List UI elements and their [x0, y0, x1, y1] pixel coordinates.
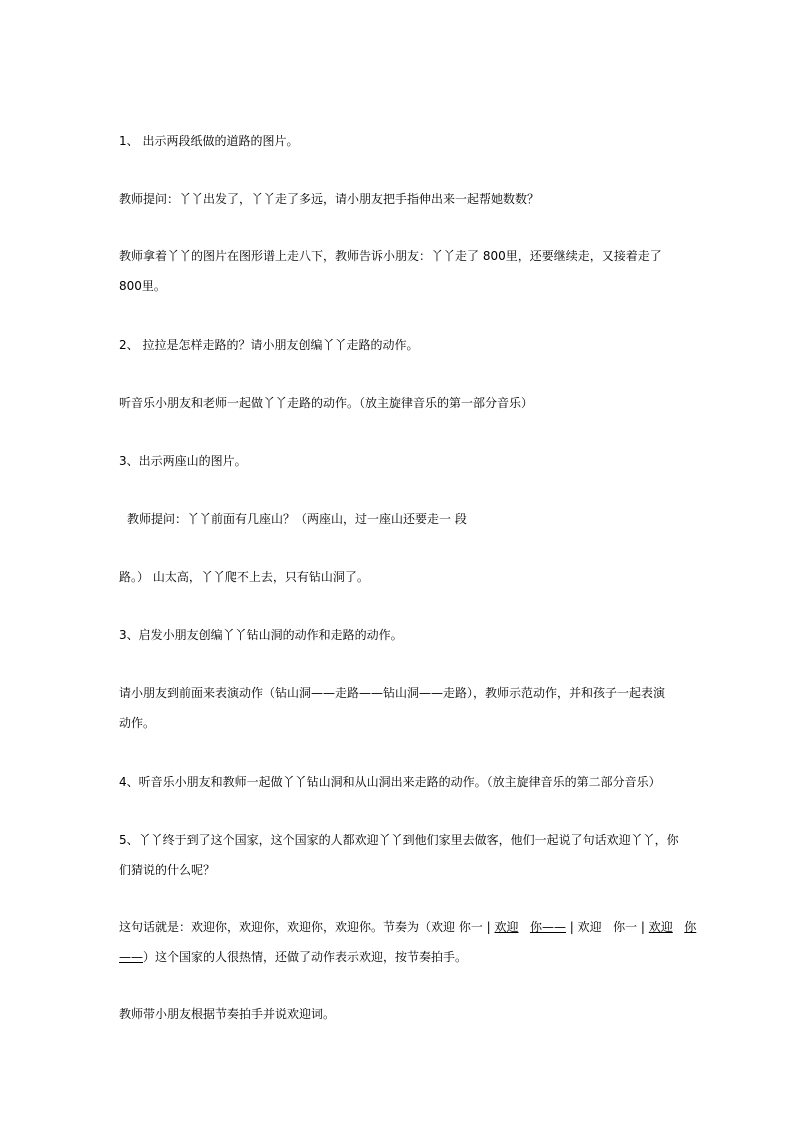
paragraph-12-line-1: 5、丫丫终于到了这个国家，这个国家的人都欢迎丫丫到他们家里去做客，他们一起说了句话欢迎丫丫，你	[119, 833, 679, 847]
rhythm-underlined-4: 你	[684, 920, 697, 934]
rhythm-underlined-5: ——	[119, 950, 143, 964]
paragraph-12-line-2: 们猜说的什么呢？	[119, 863, 216, 877]
paragraph-11: 4、听音乐小朋友和教师一起做丫丫钻山洞和从山洞出来走路的动作。（放主旋律音乐的第二部分音乐）	[119, 775, 661, 789]
paragraph-7: 教师提问：丫丫前面有几座山？（两座山，过一座山还要走一 段	[127, 512, 467, 526]
paragraph-9: 3、启发小朋友创编丫丫钻山洞的动作和走路的动作。	[119, 628, 403, 642]
paragraph-3-line-2: 800里。	[119, 279, 166, 293]
paragraph-3-line-1: 教师拿着丫丫的图片在图形谱上走八下，教师告诉小朋友：丫丫走了 800里，还要继续走，又接着走了	[119, 249, 662, 263]
paragraph-1: 1、 出示两段纸做的道路的图片。	[119, 134, 299, 148]
rhythm-underlined-1: 欢迎	[494, 920, 519, 934]
paragraph-6: 3、出示两座山的图片。	[119, 454, 247, 468]
rhythm-underlined-2: 你——	[529, 920, 566, 934]
rhythm-mid: | 欢迎 你一 |	[565, 920, 649, 934]
rhythm-gap-2	[673, 920, 684, 934]
paragraph-10-line-2: 动作。	[119, 716, 156, 730]
rhythm-line-2	[119, 942, 689, 972]
paragraph-4: 2、 拉拉是怎样走路的？请小朋友创编丫丫走路的动作。	[119, 338, 419, 352]
rhythm-underlined-3: 欢迎	[648, 920, 673, 934]
paragraph-10-line-1: 请小朋友到前面来表演动作（钻山洞——走路——钻山洞——走路），教师示范动作，并和孩子一起表演	[119, 686, 666, 700]
paragraph-2: 教师提问：丫丫出发了，丫丫走了多远，请小朋友把手指伸出来一起帮她数数？	[119, 192, 540, 206]
rhythm-rest: ）这个国家的人很热情，还做了动作表示欢迎，按节奏拍手。	[143, 950, 468, 964]
paragraph-5: 听音乐小朋友和老师一起做丫丫走路的动作。（放主旋律音乐的第一部分音乐）	[119, 396, 534, 410]
rhythm-gap-1	[519, 920, 530, 934]
paragraph-8: 路。） 山太高，丫丫爬不上去，只有钻山洞了。	[119, 570, 369, 584]
paragraph-last: 教师带小朋友根据节奏拍手并说欢迎词。	[119, 1007, 336, 1021]
rhythm-prefix: 这句话就是：欢迎你，欢迎你，欢迎你，欢迎你。节奏为（欢迎 你一 |	[119, 920, 495, 934]
rhythm-line-1	[119, 912, 697, 942]
